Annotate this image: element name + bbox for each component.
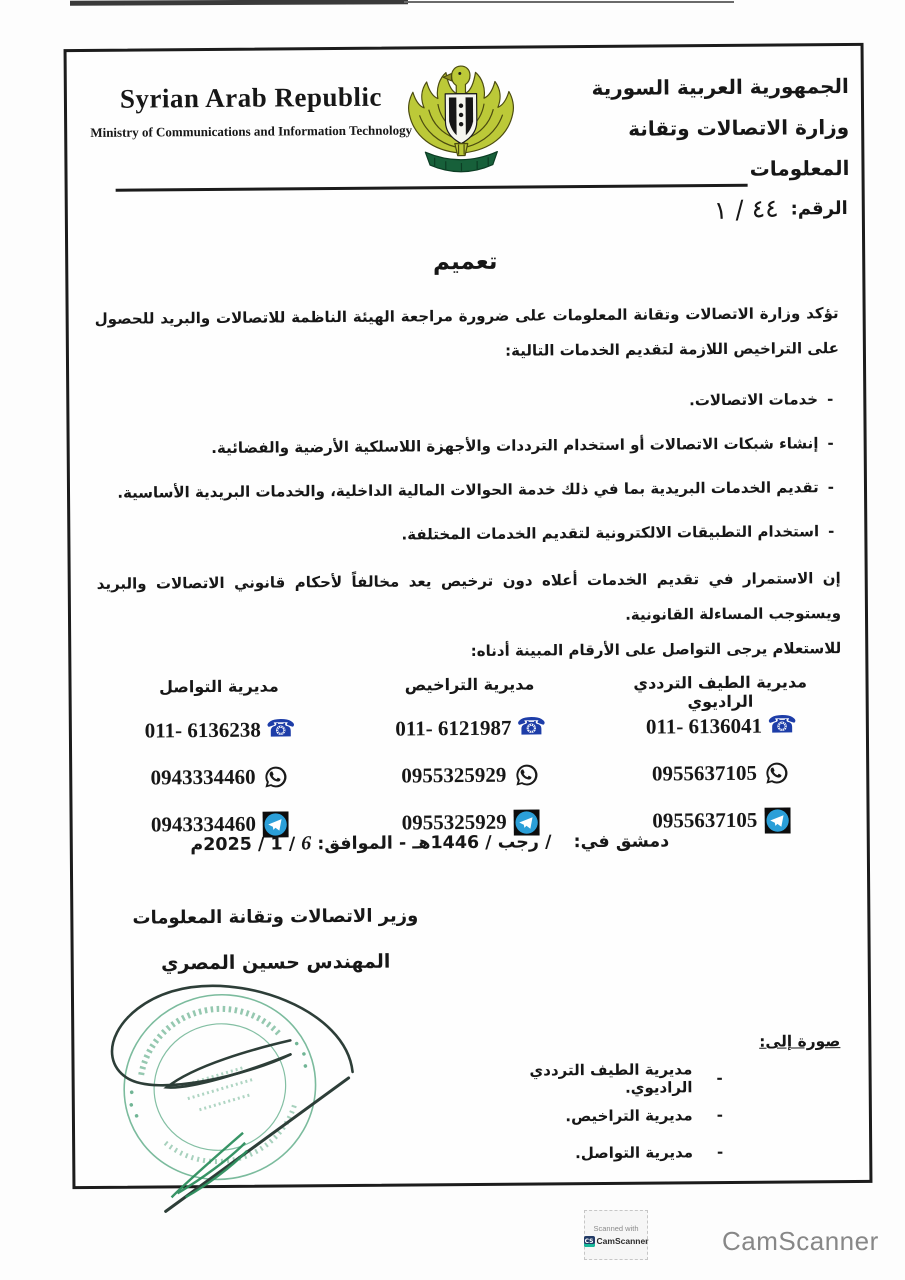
list-item-text: إنشاء شبكات الاتصالات أو استخدام الترددات والأجهزة اللاسلكية الأرضية والفضائية. [211,433,819,457]
document-border-frame [64,43,873,1189]
camscanner-watermark: CamScanner [722,1226,879,1256]
document-body [95,296,843,849]
header-arabic [569,66,850,191]
official-stamp-and-signature [90,974,392,1236]
dash-marker: - [827,433,834,452]
telegram-number: 0943334460 [150,811,257,837]
list-item [95,421,833,471]
phone-row [348,704,591,753]
list-item [510,1059,722,1098]
scan-edge-artifact [70,0,408,6]
contact-column-licensing [348,674,592,847]
dash-marker: - [716,1105,723,1124]
dash-marker: - [827,477,835,496]
signature-block [125,905,426,974]
camscanner-badge-row [584,1236,649,1247]
services-list [95,377,834,559]
dash-marker: - [716,1142,724,1161]
intro-paragraph: تؤكد وزارة الاتصالات وتقانة المعلومات على ضرورة مراجعة الهيئة الناظمة للاتصالات والبريد للحصول على التراخيص اللازمة لتقديم الخدمات التالية: [94,304,839,360]
list-item-text: خدمات الاتصالات. [689,389,819,409]
warning-paragraph: إن الاستمرار في تقديم الخدمات أعلاه دون ترخيص يعد مخالفاً لأحكام قانوني الاتصالات والبريد ويستوجب المساءلة القانونية. [96,568,842,624]
whatsapp-row [98,753,341,802]
list-item-text: مديرية الطيف الترددي الراديوي. [529,1059,693,1097]
date-line [113,829,747,857]
copy-to-list [510,1059,723,1172]
ref-number-label: الرقم: [790,198,848,220]
phone-icon: ☎ [767,710,798,739]
scan-edge-artifact [404,1,734,3]
list-item-text: تقديم الخدمات البريدية بما في ذلك خدمة الحوالات المالية الداخلية، والخدمات البريدية الأساسية. [117,477,819,502]
contact-column-communication [97,676,341,849]
phone-icon: ☎ [265,714,296,743]
reference-number [714,194,848,224]
whatsapp-row [349,751,592,800]
date-gregorian: / 1 / 2025م [190,834,296,856]
list-item-text: مديرية التواصل. [575,1142,694,1162]
contacts-table [97,672,842,849]
phone-row [98,706,341,755]
header-english [83,81,419,141]
document-title: تعميم [432,248,498,276]
whatsapp-icon [764,760,790,786]
whatsapp-number: 0943334460 [150,764,256,790]
telegram-number: 0955637105 [652,807,758,833]
phone-number: 011- 6136238 [144,717,261,743]
ref-number-value: ٤٤ / ١ [713,193,780,226]
dash-marker: - [826,389,834,408]
whatsapp-number: 0955325929 [401,762,507,788]
telegram-icon [764,807,790,833]
camscanner-logo-icon: CS [584,1237,594,1245]
list-item [96,509,834,559]
directorate-name: مديرية التواصل [158,676,279,697]
whatsapp-icon [263,764,289,790]
scanned-with-label: Scanned with [593,1223,639,1233]
phone-number: 011- 6136041 [645,713,763,739]
date-place: دمشق في: [573,831,670,853]
dash-marker: - [716,1068,723,1087]
dash-marker: - [828,521,835,540]
phone-number: 011- 6121987 [395,715,512,741]
phone-icon: ☎ [516,712,547,741]
contact-column-spectrum [599,672,843,845]
country-name-en: Syrian Arab Republic [119,81,383,114]
copy-to-section [510,1032,841,1172]
directorate-name: مديرية الطيف الترددي الراديوي [633,672,808,712]
camscanner-badge [584,1210,648,1260]
list-item [511,1133,723,1172]
directorate-name: مديرية التراخيص [404,674,535,695]
list-item-text: استخدام التطبيقات الالكترونية لتقديم الخدمات المختلفة. [401,521,820,544]
ministry-name-en: Ministry of Communications and Information Technology [90,122,413,140]
list-item-text: مديرية التراخيص. [565,1105,693,1125]
whatsapp-number: 0955637105 [651,760,758,786]
date-day-handwritten: 6 [301,832,312,855]
telegram-number: 0955325929 [401,809,507,835]
contact-note: للاستعلام يرجى التواصل على الأرقام المبينة أدناه: [470,639,842,660]
list-item [511,1096,723,1135]
whatsapp-row [599,749,842,798]
syrian-eagle-emblem-icon [401,61,522,180]
camscanner-badge-name: CamScanner [596,1236,649,1246]
ministry-name-ar: وزارة الاتصالات وتقانة المعلومات [628,114,850,181]
list-item [95,377,833,427]
whatsapp-icon [513,762,539,788]
signer-name: المهندس حسين المصري [160,950,391,975]
date-hijri: / رجب / 1446هـ - الموافق: [317,832,552,855]
list-item [96,465,834,515]
country-name-ar: الجمهورية العربية السورية [591,73,849,101]
copy-to-label: صورة إلى: [759,1032,841,1051]
signer-title: وزير الاتصالات وتقانة المعلومات [132,905,419,929]
